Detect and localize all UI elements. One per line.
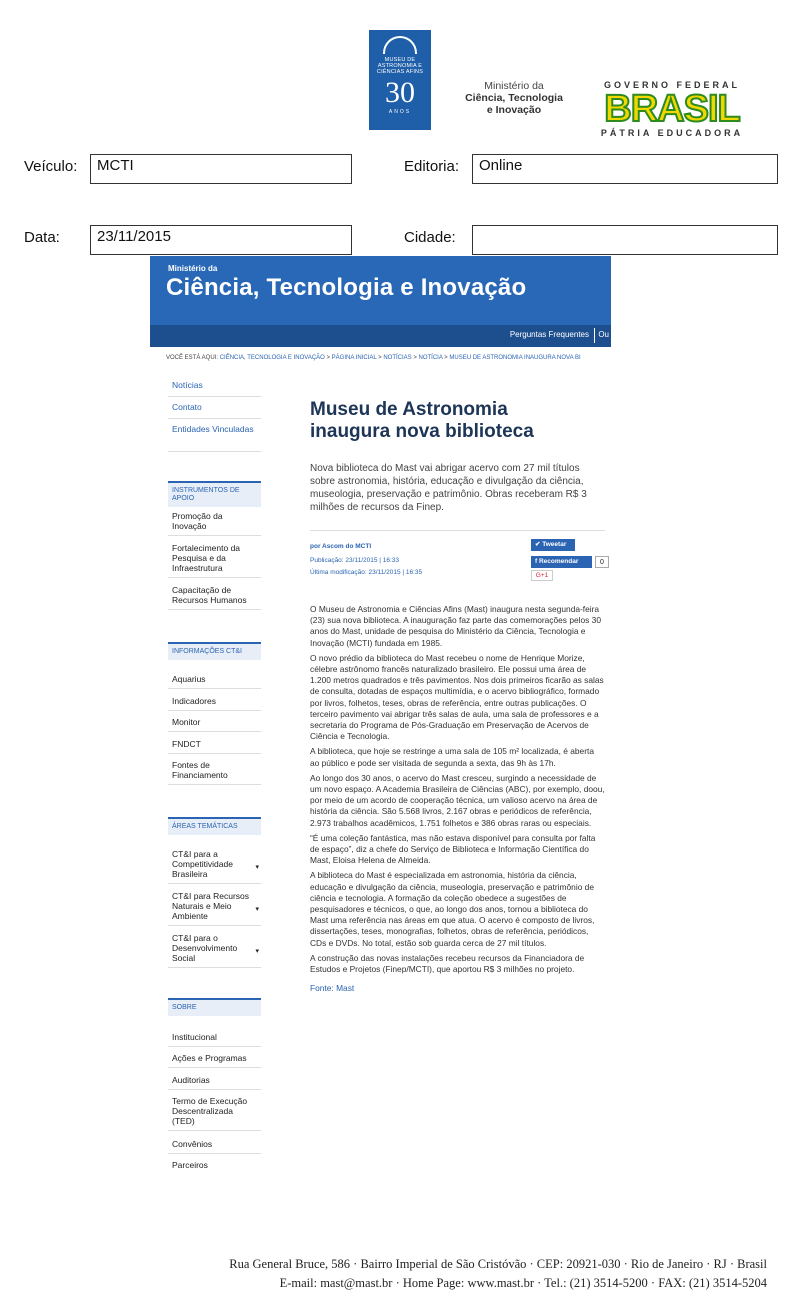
article-modified: Última modificação: 23/11/2015 | 16:35 bbox=[310, 569, 423, 576]
webpage-clipping bbox=[150, 256, 611, 1168]
sidebar-item-label: CT&I para o Desenvolvimento Social bbox=[172, 933, 238, 963]
facebook-f-icon: f bbox=[535, 558, 538, 565]
mast-30-anos-logo bbox=[369, 30, 431, 130]
article-paragraph: O novo prédio da biblioteca do Mast recebeu o nome de Henrique Morize, célebre astrônomo francês naturalizado brasileiro. Ele possui uma área de 1.200 metros quadrados e três pavimentos. Nos dois primeiros ficarão as salas de consulta, dotadas de espaços multimídia, e o acervo bibliográfico, formado por livros, folhetos, teses, obras de referência, entre outras publicações. O terceiro pavimento vai abrigar três salas de aula, uma sala de professores e a secretaria do Programa de Pós-Graduação em Preservação de Acervos de Ciência e Tecnologia. bbox=[310, 652, 604, 742]
breadcrumb-item[interactable]: MUSEU DE ASTRONOMIA INAUGURA NOVA BI bbox=[449, 355, 581, 361]
article-published: Publicação: 23/11/2015 | 16:33 bbox=[310, 557, 400, 564]
caret-down-icon: ▾ bbox=[255, 906, 259, 913]
veiculo-label: Veículo: bbox=[24, 158, 78, 175]
ministry-line-1: Ministério da bbox=[484, 80, 544, 92]
article-paragraph: A biblioteca, que hoje se restringe a uma sala de 105 m² localizada, é aberta ao público e pode ser visitada de segunda a sexta, das 9h às 17h. bbox=[310, 746, 594, 768]
sidebar-item[interactable]: Convênios bbox=[168, 1139, 261, 1154]
nav-cut-link[interactable]: Ou bbox=[598, 330, 609, 339]
gov-brasil-text: BRASIL bbox=[604, 88, 740, 130]
sidebar-item[interactable]: Auditorias bbox=[168, 1075, 261, 1090]
sidebar-item[interactable]: Capacitação de Recursos Humanos bbox=[168, 585, 261, 610]
sidebar-item-contato[interactable]: Contato bbox=[168, 402, 261, 419]
ministry-logo bbox=[449, 80, 579, 116]
caret-down-icon: ▾ bbox=[255, 864, 259, 871]
sidebar-item[interactable]: Indicadores bbox=[168, 696, 261, 711]
article-paragraph: O Museu de Astronomia e Ciências Afins (Mast) inaugura nesta segunda-feira (23) sua nova biblioteca. A inauguração faz parte das comemorações pelos 30 anos do Mast, unidade de pesquisa do Ministério da Ciência, Tecnologia e Inovação (MCTI) fundada em 1985. bbox=[310, 604, 601, 648]
google-plus-button[interactable]: G+1 bbox=[531, 570, 553, 581]
data-field: 23/11/2015 bbox=[90, 225, 352, 255]
sidebar-item[interactable]: Monitor bbox=[168, 717, 261, 732]
sidebar-section-instrumentos: INSTRUMENTOS DE APOIO bbox=[168, 481, 261, 507]
mast-logo-name: MUSEU DE ASTRONOMIA E CIÊNCIAS AFINS bbox=[376, 57, 424, 75]
footer-contacts: E-mail: mast@mast.br · Home Page: www.mast.br · Tel.: (21) 3514-5200 · FAX: (21) 3514-5204 bbox=[279, 1276, 767, 1290]
sidebar-item-expandable[interactable] bbox=[168, 933, 261, 968]
sidebar-item-entidades[interactable]: Entidades Vinculadas bbox=[168, 424, 261, 452]
sidebar-item[interactable]: Termo de Execução Descentralizada (TED) bbox=[168, 1096, 261, 1131]
editoria-field: Online bbox=[472, 154, 778, 184]
sidebar-item[interactable]: Fortalecimento da Pesquisa e da Infraestrutura bbox=[168, 543, 261, 578]
gov-top-text: GOVERNO FEDERAL bbox=[603, 80, 740, 90]
meta-divider bbox=[310, 530, 605, 531]
veiculo-field: MCTI bbox=[90, 154, 352, 184]
sidebar-item[interactable]: FNDCT bbox=[168, 739, 261, 754]
article-title: Museu de Astronomia inaugura nova biblioteca bbox=[310, 399, 534, 442]
article-source-link[interactable]: Fonte: Mast bbox=[310, 983, 355, 994]
article-paragraph: Ao longo dos 30 anos, o acervo do Mast cresceu, surgindo a necessidade de um novo espaço. A Academia Brasileira de Ciências (ABC), por exemplo, doou, por meio de um acordo de cooperação técnica, um valioso acervo na área de história da ciência. São 5.568 livros, 2.167 obras e periódicos de referência, 2.973 trabalhos acadêmicos, 1.751 folhetos e 386 obras raras ou especiais. bbox=[310, 772, 605, 828]
recommend-button[interactable] bbox=[531, 556, 592, 568]
sidebar-section-areas: ÁREAS TEMÁTICAS bbox=[168, 817, 261, 835]
sidebar-item[interactable]: Promoção da Inovação bbox=[168, 511, 261, 536]
banner-small-text: Ministério da bbox=[168, 264, 218, 273]
breadcrumb: VOCÊ ESTÁ AQUI: CIÊNCIA, TECNOLOGIA E INOVAÇÃO > PÁGINA INICIAL > NOTÍCIAS > NOTÍCIA > MUSEU DE ASTRONOMIA INAUGURA NOVA BI bbox=[166, 355, 581, 361]
mast-logo-anos: ANOS bbox=[388, 109, 412, 115]
article-body bbox=[310, 604, 605, 995]
tweet-button[interactable] bbox=[531, 539, 575, 551]
tweet-label: Tweetar bbox=[542, 541, 567, 548]
recommend-count: 0 bbox=[595, 556, 609, 568]
breadcrumb-item[interactable]: NOTÍCIA bbox=[418, 355, 443, 361]
sidebar-section-informacoes: INFORMAÇÕES CT&I bbox=[168, 642, 261, 660]
sidebar-item[interactable]: Parceiros bbox=[168, 1160, 261, 1168]
sidebar-section-sobre: SOBRE bbox=[168, 998, 261, 1016]
sidebar-item-label: CT&I para a Competitividade Brasileira bbox=[172, 849, 233, 879]
breadcrumb-prefix: VOCÊ ESTÁ AQUI: bbox=[166, 355, 219, 361]
gov-bottom-text: PÁTRIA EDUCADORA bbox=[600, 128, 744, 138]
cidade-label: Cidade: bbox=[404, 229, 456, 246]
ministry-line-2: Ciência, Tecnologia bbox=[465, 92, 563, 104]
article-paragraph: A biblioteca do Mast é especializada em astronomia, história da ciência, educação e divulgação da ciência, museologia, preservação e patrimônio de ciência e tecnologia. A formação da coleção obedece a sugestões de pesquisadores e técnicos, o que, ao longo dos anos, tornou a biblioteca do Mast uma referência nas áreas em que atua. O acervo é composto de livros, dissertações, teses, monografias, folhetos, obras de referência, periódicos, CDs e DVDs. No total, estão sob guarda cerca de 27 mil títulos. bbox=[310, 870, 595, 948]
sidebar-item-expandable[interactable] bbox=[168, 849, 261, 884]
sidebar-item-expandable[interactable] bbox=[168, 891, 261, 926]
article-author[interactable]: por Ascom do MCTI bbox=[310, 543, 372, 550]
banner-title: Ciência, Tecnologia e Inovação bbox=[166, 274, 527, 301]
breadcrumb-item[interactable]: CIÊNCIA, TECNOLOGIA E INOVAÇÃO bbox=[219, 355, 325, 361]
article-lead: Nova biblioteca do Mast vai abrigar acervo com 27 mil títulos sobre astronomia, história, educação e divulgação da ciência, museologia, preservação e patrimônio. Obras receberam R$ 3 milhões de recursos da Finep. bbox=[310, 463, 587, 513]
breadcrumb-item[interactable]: PÁGINA INICIAL bbox=[331, 355, 377, 361]
footer-address: Rua General Bruce, 586 · Bairro Imperial de São Cristóvão · CEP: 20921-030 · Rio de Janeiro · RJ · Brasil bbox=[229, 1257, 767, 1271]
cidade-field bbox=[472, 225, 778, 255]
caret-down-icon: ▾ bbox=[255, 948, 259, 955]
mast-logo-number: 30 bbox=[385, 76, 415, 109]
twitter-bird-icon: ✔ bbox=[535, 541, 541, 548]
sidebar-item-noticias[interactable]: Notícias bbox=[168, 380, 261, 397]
editoria-label: Editoria: bbox=[404, 158, 460, 175]
observatory-dome-icon bbox=[383, 36, 417, 54]
perguntas-frequentes-link[interactable]: Perguntas Frequentes bbox=[509, 330, 589, 339]
sidebar-item[interactable]: Institucional bbox=[168, 1032, 261, 1047]
nav-divider bbox=[594, 328, 595, 343]
sidebar-item[interactable]: Ações e Programas bbox=[168, 1053, 261, 1068]
sidebar-item-label: CT&I para Recursos Naturais e Meio Ambiente bbox=[172, 891, 249, 921]
governo-federal-logo bbox=[587, 80, 757, 138]
article-paragraph: A construção das novas instalações recebeu recursos da Financiadora de Estudos e Projetos (Finep/MCTI), que aportou R$ 3 milhões no projeto. bbox=[310, 952, 585, 975]
recommend-label: Recomendar bbox=[538, 558, 579, 565]
article-paragraph: “É uma coleção fantástica, mas não estava disponível para consulta por falta de espaço”, diz a chefe do Serviço de Biblioteca e Informação Científica do Mast, Eloisa Helena de Almeida. bbox=[310, 832, 596, 866]
sidebar-item[interactable]: Fontes de Financiamento bbox=[168, 760, 261, 785]
top-nav-bar bbox=[150, 325, 611, 347]
mcti-banner bbox=[150, 256, 611, 325]
data-label: Data: bbox=[24, 229, 60, 246]
breadcrumb-item[interactable]: NOTÍCIAS bbox=[383, 355, 412, 361]
sidebar-item[interactable]: Aquarius bbox=[168, 674, 261, 689]
ministry-line-3: e Inovação bbox=[486, 104, 542, 116]
